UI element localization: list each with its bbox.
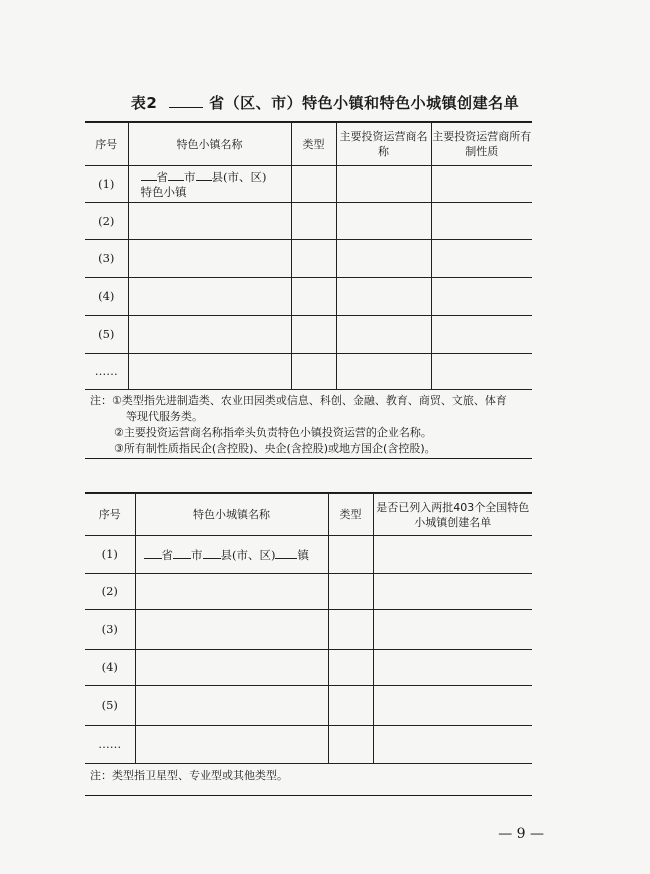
table2-bottom-rule bbox=[85, 795, 532, 796]
table-row bbox=[85, 240, 532, 278]
header-seq: 序号 bbox=[85, 494, 135, 536]
table2-header-row bbox=[85, 494, 532, 536]
row-ownership bbox=[431, 166, 532, 203]
note-line: ③所有制性质指民企(含控股)、央企(含控股)或地方国企(含控股)。 bbox=[114, 442, 436, 455]
header-town-name: 特色小镇名称 bbox=[128, 123, 291, 166]
table-row bbox=[85, 686, 532, 726]
table-row bbox=[85, 203, 532, 240]
table1-notes bbox=[90, 393, 535, 457]
note-line: ②主要投资运营商名称指牵头负责特色小镇投资运营的企业名称。 bbox=[114, 426, 432, 439]
header-ownership: 主要投资运营商所有制性质 bbox=[431, 123, 532, 166]
row-type bbox=[291, 166, 336, 203]
table-number: 表2 bbox=[130, 94, 158, 112]
row-seq: (4) bbox=[85, 650, 135, 686]
row-seq: (2) bbox=[85, 574, 135, 610]
note-line: 等现代服务类。 bbox=[126, 410, 203, 423]
table1-bottom-rule bbox=[85, 458, 532, 459]
header-seq: 序号 bbox=[85, 123, 128, 166]
header-type: 类型 bbox=[291, 123, 336, 166]
table-row bbox=[85, 726, 532, 764]
table-row bbox=[85, 650, 532, 686]
page-number: — 9 — bbox=[498, 826, 544, 842]
note-line: 注：①类型指先进制造类、农业田园类或信息、科创、金融、教育、商贸、文旅、体育 bbox=[90, 394, 507, 407]
row-seq: (5) bbox=[85, 686, 135, 726]
row-seq: (1) bbox=[85, 166, 128, 203]
row-investor bbox=[336, 166, 431, 203]
table-row bbox=[85, 278, 532, 316]
table1 bbox=[85, 122, 532, 390]
table1-title bbox=[0, 92, 650, 113]
table-row bbox=[85, 316, 532, 354]
header-type: 类型 bbox=[328, 494, 373, 536]
header-listed: 是否已列入两批403个全国特色小城镇创建名单 bbox=[373, 494, 532, 536]
row-seq: (5) bbox=[85, 316, 128, 354]
row-seq: (2) bbox=[85, 203, 128, 240]
table-row bbox=[85, 354, 532, 390]
row-town-name: 省 市 县(市、区) 特色小镇 bbox=[128, 166, 291, 203]
table-row bbox=[85, 536, 532, 574]
row-listed bbox=[373, 536, 532, 574]
header-town-name: 特色小城镇名称 bbox=[135, 494, 328, 536]
province-blank bbox=[169, 95, 203, 108]
row-seq: (3) bbox=[85, 610, 135, 650]
row-town-name: 省 市 县(市、区) 镇 bbox=[135, 536, 328, 574]
row-seq: …… bbox=[85, 354, 128, 390]
header-investor: 主要投资运营商名称 bbox=[336, 123, 431, 166]
row-seq: (3) bbox=[85, 240, 128, 278]
title-text: 省（区、市）特色小镇和特色小城镇创建名单 bbox=[209, 94, 520, 112]
table-row bbox=[85, 610, 532, 650]
row-seq: (1) bbox=[85, 536, 135, 574]
row-seq: (4) bbox=[85, 278, 128, 316]
table2-note: 注：类型指卫星型、专业型或其他类型。 bbox=[90, 769, 288, 782]
row-type bbox=[328, 536, 373, 574]
row-seq: …… bbox=[85, 726, 135, 764]
table2 bbox=[85, 493, 532, 764]
table-row bbox=[85, 574, 532, 610]
table1-header-row bbox=[85, 123, 532, 166]
table-row bbox=[85, 166, 532, 203]
